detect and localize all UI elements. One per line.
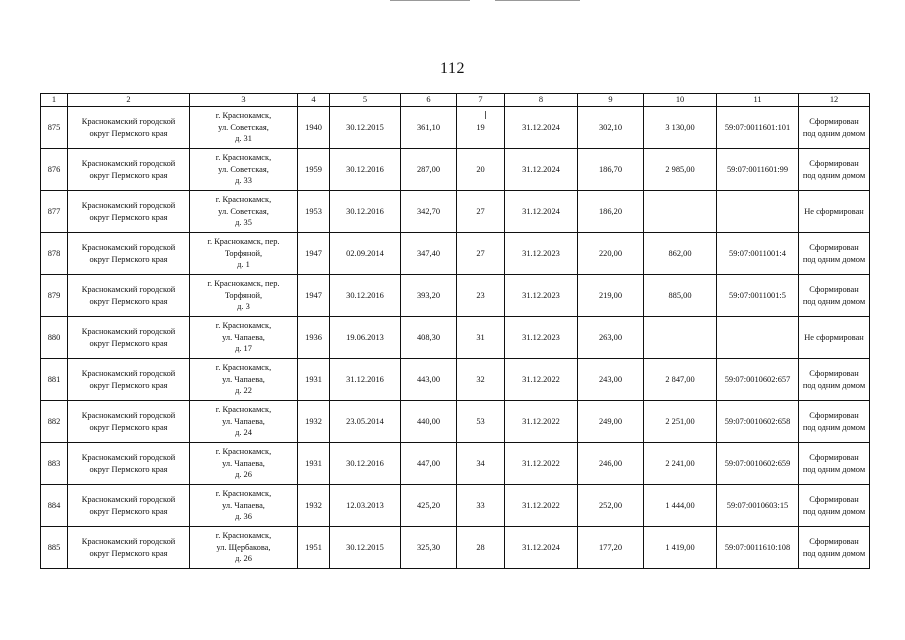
planned-date-cell: 31.12.2022: [505, 401, 578, 443]
address-line: ул. Чапаева,: [222, 458, 265, 468]
total-area-cell: 361,10: [401, 107, 457, 149]
municipality-line: Краснокамский городской: [81, 117, 176, 126]
total-area-cell: 408,30: [401, 317, 457, 359]
cadastral-number-cell: 59:07:0011610:108: [717, 527, 799, 569]
build-year-cell: 1959: [298, 149, 330, 191]
formation-status-cell: [799, 107, 870, 149]
build-year-cell: 1947: [298, 233, 330, 275]
table-row: [41, 401, 870, 443]
status-line: под одним домом: [802, 422, 866, 432]
build-year-cell: 1931: [298, 359, 330, 401]
status-line: Сформирован: [809, 369, 859, 378]
survey-date-cell: 30.12.2016: [330, 149, 401, 191]
living-area-cell: 249,00: [578, 401, 644, 443]
table-row: [41, 275, 870, 317]
address-cell: [190, 233, 298, 275]
planned-date-cell: 31.12.2024: [505, 149, 578, 191]
cadastral-number-cell: 59:07:0010602:659: [717, 443, 799, 485]
address-line: г. Краснокамск,: [215, 111, 272, 121]
column-header-10: 10: [644, 94, 717, 107]
table-row: [41, 107, 870, 149]
residents-count-cell: 53: [457, 401, 505, 443]
build-year-cell: 1936: [298, 317, 330, 359]
land-area-cell: 2 251,00: [644, 401, 717, 443]
total-area-cell: 393,20: [401, 275, 457, 317]
page-number: 112: [440, 60, 465, 77]
build-year-cell: 1932: [298, 401, 330, 443]
column-header-11: 11: [717, 94, 799, 107]
living-area-cell: 186,20: [578, 191, 644, 233]
row-number-cell: 879: [41, 275, 68, 317]
column-header-4: 4: [298, 94, 330, 107]
land-area-cell: 3 130,00: [644, 107, 717, 149]
address-cell: [190, 107, 298, 149]
land-area-cell: 885,00: [644, 275, 717, 317]
land-area-cell: 2 985,00: [644, 149, 717, 191]
survey-date-cell: 30.12.2015: [330, 527, 401, 569]
build-year-cell: 1940: [298, 107, 330, 149]
address-cell: [190, 527, 298, 569]
municipality-line: Краснокамский городской: [81, 495, 176, 504]
address-line: г. Краснокамск,: [215, 321, 272, 331]
planned-date-cell: 31.12.2022: [505, 359, 578, 401]
table-row: [41, 149, 870, 191]
land-area-cell: 2 241,00: [644, 443, 717, 485]
address-cell: [190, 401, 298, 443]
address-line: ул. Чапаева,: [222, 416, 265, 426]
municipality-line: округ Пермского края: [89, 464, 168, 474]
cadastral-number-cell: [717, 317, 799, 359]
table-row: [41, 317, 870, 359]
address-line: д. 33: [235, 176, 252, 186]
column-header-5: 5: [330, 94, 401, 107]
living-area-cell: 246,00: [578, 443, 644, 485]
address-line: г. Краснокамск,: [215, 489, 272, 499]
planned-date-cell: 31.12.2024: [505, 107, 578, 149]
living-area-cell: 177,20: [578, 527, 644, 569]
formation-status-cell: [799, 317, 870, 359]
address-line: ул. Советская,: [218, 122, 269, 132]
land-area-cell: [644, 191, 717, 233]
row-number-cell: 884: [41, 485, 68, 527]
address-line: ул. Чапаева,: [222, 374, 265, 384]
cadastral-number-cell: 59:07:0011601:99: [717, 149, 799, 191]
address-line: ул. Щербакова,: [216, 542, 271, 552]
residents-count-cell: 32: [457, 359, 505, 401]
municipality-line: округ Пермского края: [89, 548, 168, 558]
cadastral-number-cell: 59:07:0010603:15: [717, 485, 799, 527]
municipality-cell: [68, 107, 190, 149]
land-area-cell: 1 419,00: [644, 527, 717, 569]
address-line: д. 17: [235, 344, 252, 354]
living-area-cell: 252,00: [578, 485, 644, 527]
address-line: д. 22: [235, 386, 252, 396]
build-year-cell: 1932: [298, 485, 330, 527]
formation-status-cell: [799, 149, 870, 191]
cadastral-number-cell: 59:07:0011601:101: [717, 107, 799, 149]
column-header-9: 9: [578, 94, 644, 107]
column-header-7: 7: [457, 94, 505, 107]
formation-status-cell: [799, 443, 870, 485]
survey-date-cell: 30.12.2016: [330, 191, 401, 233]
survey-date-cell: 12.03.2013: [330, 485, 401, 527]
municipality-line: округ Пермского края: [89, 254, 168, 264]
address-line: г. Краснокамск,: [215, 531, 272, 541]
municipality-cell: [68, 401, 190, 443]
column-header-6: 6: [401, 94, 457, 107]
survey-date-cell: 30.12.2016: [330, 275, 401, 317]
municipality-cell: [68, 275, 190, 317]
row-number-cell: 880: [41, 317, 68, 359]
municipality-line: Краснокамский городской: [81, 369, 176, 378]
total-area-cell: 342,70: [401, 191, 457, 233]
residents-count-cell: 20: [457, 149, 505, 191]
cadastral-number-cell: 59:07:0010602:658: [717, 401, 799, 443]
address-line: г. Краснокамск, пер.: [207, 279, 280, 289]
address-cell: [190, 485, 298, 527]
table-row: [41, 191, 870, 233]
row-number-cell: 878: [41, 233, 68, 275]
formation-status-cell: [799, 359, 870, 401]
row-number-cell: 882: [41, 401, 68, 443]
cadastral-number-cell: 59:07:0011001:4: [717, 233, 799, 275]
formation-status-cell: [799, 527, 870, 569]
address-line: ул. Советская,: [218, 206, 269, 216]
scan-artifact-mark: [485, 111, 486, 119]
land-area-cell: 2 847,00: [644, 359, 717, 401]
municipality-cell: [68, 359, 190, 401]
address-line: Торфяной,: [224, 290, 263, 300]
municipality-line: округ Пермского края: [89, 506, 168, 516]
status-line: под одним домом: [802, 506, 866, 516]
municipality-line: Краснокамский городской: [81, 159, 176, 168]
municipality-cell: [68, 485, 190, 527]
address-line: г. Краснокамск,: [215, 153, 272, 163]
survey-date-cell: 19.06.2013: [330, 317, 401, 359]
total-area-cell: 447,00: [401, 443, 457, 485]
living-area-cell: 220,00: [578, 233, 644, 275]
municipality-cell: [68, 317, 190, 359]
address-line: ул. Советская,: [218, 164, 269, 174]
address-line: г. Краснокамск,: [215, 405, 272, 415]
municipality-line: Краснокамский городской: [81, 285, 176, 294]
formation-status-cell: [799, 275, 870, 317]
housing-registry-table: [40, 93, 870, 569]
municipality-line: округ Пермского края: [89, 422, 168, 432]
status-line: Сформирован: [809, 537, 859, 546]
row-number-cell: 885: [41, 527, 68, 569]
living-area-cell: 219,00: [578, 275, 644, 317]
column-header-3: 3: [190, 94, 298, 107]
survey-date-cell: 30.12.2015: [330, 107, 401, 149]
survey-date-cell: 31.12.2016: [330, 359, 401, 401]
living-area-cell: 243,00: [578, 359, 644, 401]
status-line: под одним домом: [802, 464, 866, 474]
address-line: д. 26: [235, 554, 252, 564]
total-area-cell: 443,00: [401, 359, 457, 401]
address-line: г. Краснокамск,: [215, 447, 272, 457]
address-line: г. Краснокамск, пер.: [207, 237, 280, 247]
living-area-cell: 302,10: [578, 107, 644, 149]
municipality-line: округ Пермского края: [89, 380, 168, 390]
municipality-line: Краснокамский городской: [81, 411, 176, 420]
address-line: д. 36: [235, 512, 252, 522]
table-row: [41, 233, 870, 275]
land-area-cell: 862,00: [644, 233, 717, 275]
land-area-cell: 1 444,00: [644, 485, 717, 527]
address-line: г. Краснокамск,: [215, 195, 272, 205]
residents-count-cell: 19: [457, 107, 505, 149]
address-cell: [190, 149, 298, 191]
status-line: Сформирован: [809, 411, 859, 420]
total-area-cell: 347,40: [401, 233, 457, 275]
status-line: под одним домом: [802, 170, 866, 180]
total-area-cell: 425,20: [401, 485, 457, 527]
address-cell: [190, 359, 298, 401]
cadastral-number-cell: [717, 191, 799, 233]
address-line: д. 26: [235, 470, 252, 480]
living-area-cell: 186,70: [578, 149, 644, 191]
address-cell: [190, 191, 298, 233]
survey-date-cell: 23.05.2014: [330, 401, 401, 443]
land-area-cell: [644, 317, 717, 359]
row-number-cell: 875: [41, 107, 68, 149]
survey-date-cell: 30.12.2016: [330, 443, 401, 485]
formation-status-cell: [799, 191, 870, 233]
status-line: под одним домом: [802, 128, 866, 138]
build-year-cell: 1953: [298, 191, 330, 233]
address-line: Торфяной,: [224, 248, 263, 258]
municipality-line: округ Пермского края: [89, 170, 168, 180]
column-header-8: 8: [505, 94, 578, 107]
column-header-2: 2: [68, 94, 190, 107]
formation-status-cell: [799, 233, 870, 275]
address-line: г. Краснокамск,: [215, 363, 272, 373]
cadastral-number-cell: 59:07:0011001:5: [717, 275, 799, 317]
formation-status-cell: [799, 485, 870, 527]
living-area-cell: 263,00: [578, 317, 644, 359]
address-line: д. 24: [235, 428, 252, 438]
municipality-cell: [68, 149, 190, 191]
planned-date-cell: 31.12.2023: [505, 275, 578, 317]
address-line: д. 35: [235, 218, 252, 228]
table-row: [41, 527, 870, 569]
status-line: под одним домом: [802, 380, 866, 390]
status-line: Не сформирован: [804, 332, 864, 342]
municipality-cell: [68, 191, 190, 233]
municipality-line: Краснокамский городской: [81, 453, 176, 462]
column-header-12: 12: [799, 94, 870, 107]
table-row: [41, 443, 870, 485]
status-line: Сформирован: [809, 285, 859, 294]
residents-count-cell: 27: [457, 233, 505, 275]
residents-count-cell: 33: [457, 485, 505, 527]
column-number-row: [41, 94, 870, 107]
cadastral-number-cell: 59:07:0010602:657: [717, 359, 799, 401]
status-line: Сформирован: [809, 159, 859, 168]
planned-date-cell: 31.12.2024: [505, 191, 578, 233]
table-body: [41, 107, 870, 569]
table-row: [41, 359, 870, 401]
planned-date-cell: 31.12.2024: [505, 527, 578, 569]
planned-date-cell: 31.12.2023: [505, 233, 578, 275]
municipality-cell: [68, 233, 190, 275]
address-cell: [190, 443, 298, 485]
address-line: ул. Чапаева,: [222, 500, 265, 510]
residents-count-cell: 28: [457, 527, 505, 569]
municipality-line: округ Пермского края: [89, 296, 168, 306]
address-cell: [190, 317, 298, 359]
status-line: под одним домом: [802, 548, 866, 558]
status-line: под одним домом: [802, 254, 866, 264]
total-area-cell: 325,30: [401, 527, 457, 569]
scan-edge-mark-right: [495, 0, 580, 1]
status-line: Сформирован: [809, 243, 859, 252]
residents-count-cell: 27: [457, 191, 505, 233]
residents-count-cell: 23: [457, 275, 505, 317]
residents-count-cell: 34: [457, 443, 505, 485]
planned-date-cell: 31.12.2023: [505, 317, 578, 359]
municipality-cell: [68, 443, 190, 485]
formation-status-cell: [799, 401, 870, 443]
build-year-cell: 1947: [298, 275, 330, 317]
status-line: Сформирован: [809, 453, 859, 462]
status-line: Не сформирован: [804, 206, 864, 216]
column-header-1: 1: [41, 94, 68, 107]
address-cell: [190, 275, 298, 317]
municipality-line: округ Пермского края: [89, 128, 168, 138]
row-number-cell: 881: [41, 359, 68, 401]
status-line: Сформирован: [809, 117, 859, 126]
row-number-cell: 877: [41, 191, 68, 233]
municipality-line: округ Пермского края: [89, 212, 168, 222]
total-area-cell: 440,00: [401, 401, 457, 443]
planned-date-cell: 31.12.2022: [505, 485, 578, 527]
build-year-cell: 1951: [298, 527, 330, 569]
address-line: д. 31: [235, 134, 252, 144]
table-row: [41, 485, 870, 527]
planned-date-cell: 31.12.2022: [505, 443, 578, 485]
status-line: Сформирован: [809, 495, 859, 504]
survey-date-cell: 02.09.2014: [330, 233, 401, 275]
residents-count-cell: 31: [457, 317, 505, 359]
address-line: ул. Чапаева,: [222, 332, 265, 342]
total-area-cell: 287,00: [401, 149, 457, 191]
row-number-cell: 876: [41, 149, 68, 191]
municipality-line: Краснокамский городской: [81, 201, 176, 210]
municipality-line: Краснокамский городской: [81, 327, 176, 336]
address-line: д. 3: [237, 302, 250, 312]
municipality-cell: [68, 527, 190, 569]
address-line: д. 1: [237, 260, 250, 270]
status-line: под одним домом: [802, 296, 866, 306]
municipality-line: Краснокамский городской: [81, 243, 176, 252]
row-number-cell: 883: [41, 443, 68, 485]
municipality-line: Краснокамский городской: [81, 537, 176, 546]
build-year-cell: 1931: [298, 443, 330, 485]
municipality-line: округ Пермского края: [89, 338, 168, 348]
scan-edge-mark-left: [390, 0, 470, 1]
